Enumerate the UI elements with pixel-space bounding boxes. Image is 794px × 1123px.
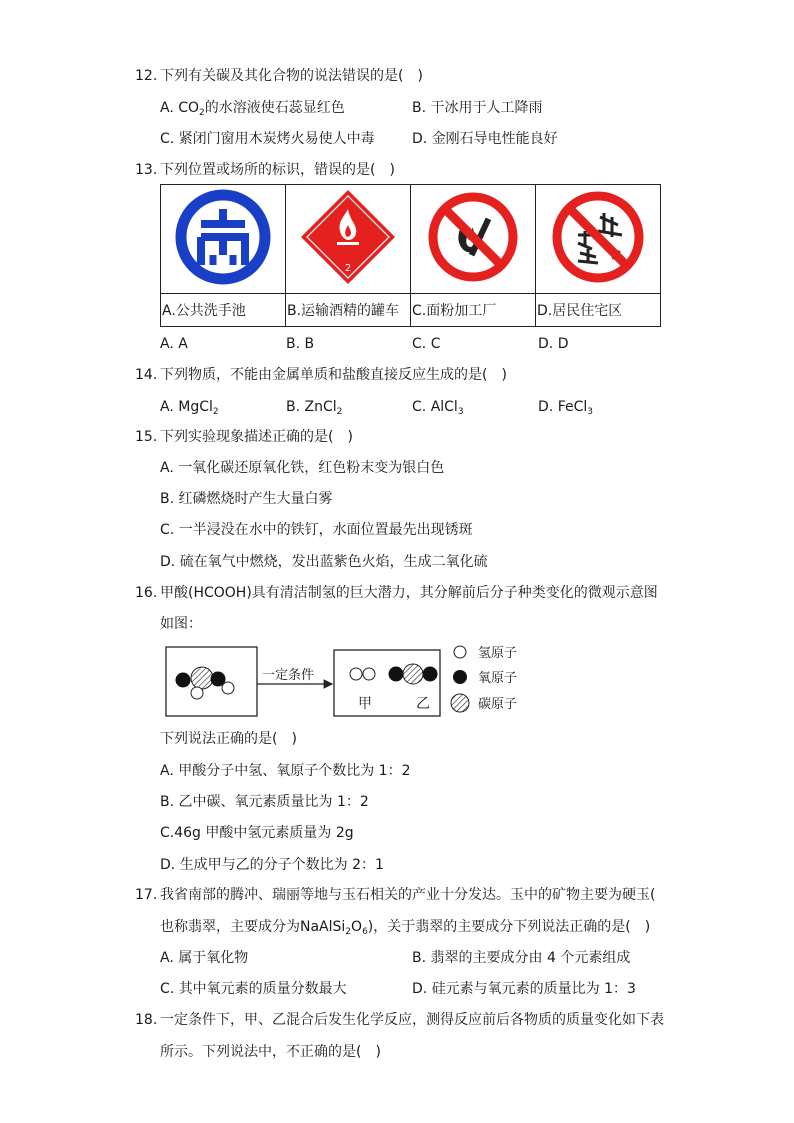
question-number: 17. — [135, 887, 158, 903]
sign-c-caption: C.面粉加工厂 — [411, 294, 536, 327]
legend-label: 碳原子 — [478, 697, 518, 712]
legend-label: 氢原子 — [478, 646, 518, 661]
flammable-liquid-icon — [298, 187, 398, 287]
question-number: 12. — [135, 68, 158, 84]
question-number: 14. — [135, 367, 158, 383]
option-d[interactable]: D. 硅元素与氧元素的质量比为 1：3 — [412, 981, 636, 997]
question-stem-continued: 所示。下列说法中，不正确的是( ) — [160, 1044, 381, 1060]
sign-a-caption: A.公共洗手池 — [161, 294, 286, 327]
sign-b-caption: B.运输酒精的罐车 — [286, 294, 411, 327]
sign-a-cell — [161, 185, 286, 294]
question-stem: 甲酸(HCOOH)具有清洁制氢的巨大潜力，其分解前后分子种类变化的微观示意图 — [160, 585, 658, 601]
option-a[interactable]: A. A — [160, 336, 188, 352]
option-b[interactable]: B. ZnCl$_2$ — [286, 399, 343, 417]
question-number: 15. — [135, 429, 158, 445]
option-d[interactable]: D. FeCl$_3$ — [538, 399, 593, 417]
question-number: 13. — [135, 162, 158, 178]
formic-acid-molecule — [176, 667, 235, 699]
question-stem: 下列位置或场所的标识，错误的是( ) — [160, 162, 395, 178]
oxygen-legend-icon — [453, 670, 467, 684]
hydrogen-molecule — [350, 668, 375, 680]
option-b[interactable]: B. 红磷燃烧时产生大量白雾 — [160, 491, 333, 507]
carbon-dioxide-molecule — [389, 664, 438, 684]
question-stem: 一定条件下，甲、乙混合后发生化学反应，测得反应前后各物质的质量变化如下表 — [160, 1012, 664, 1028]
option-a[interactable]: A. 一氧化碳还原氧化铁，红色粉末变为银白色 — [160, 460, 445, 476]
option-b[interactable]: B. 干冰用于人工降雨 — [412, 100, 543, 116]
no-fireworks-icon — [548, 187, 648, 287]
hydrogen-legend-icon — [454, 646, 466, 658]
option-c[interactable]: C. 其中氧元素的质量分数最大 — [160, 981, 347, 997]
question-sub-stem: 下列说法正确的是( ) — [160, 731, 297, 747]
sign-b-cell — [286, 185, 411, 294]
reaction-diagram — [160, 640, 530, 722]
sign-d-caption: D.居民住宅区 — [536, 294, 661, 327]
reaction-condition: 一定条件 — [262, 668, 315, 683]
option-c[interactable]: C. 紧闭门窗用木炭烤火易使人中毒 — [160, 131, 375, 147]
question-stem: 下列有关碳及其化合物的说法错误的是( ) — [160, 68, 423, 84]
option-a[interactable]: A. 甲酸分子中氢、氧原子个数比为 1：2 — [160, 763, 411, 779]
option-c[interactable]: C. 一半浸没在水中的铁钉，水面位置最先出现锈斑 — [160, 522, 473, 538]
legend-label: 氧原子 — [478, 671, 518, 686]
option-a[interactable]: A. MgCl$_2$ — [160, 399, 219, 417]
question-stem-continued: 也称翡翠，主要成分为$NaAlSi_2O_6$)，关于翡翠的主要成分下列说法正确的是( ) — [160, 919, 651, 937]
option-b[interactable]: B. 翡翠的主要成分由 4 个元素组成 — [412, 950, 631, 966]
water-saving-icon — [173, 187, 273, 287]
legend — [451, 646, 517, 712]
option-a[interactable]: A. 属于氧化物 — [160, 950, 249, 966]
option-d[interactable]: D. 生成甲与乙的分子个数比为 2：1 — [160, 857, 384, 873]
option-a[interactable]: A. $CO_2$的水溶液使石蕊显红色 — [160, 100, 345, 118]
question-stem: 我省南部的腾冲、瑞丽等地与玉石相关的产业十分发达。玉中的矿物主要为硬玉( — [160, 887, 656, 903]
option-b[interactable]: B. 乙中碳、氧元素质量比为 1：2 — [160, 794, 369, 810]
product-label-jia: 甲 — [358, 696, 372, 712]
question-stem-continued: 如图： — [160, 616, 202, 632]
sign-d-cell — [536, 185, 661, 294]
product-label-yi: 乙 — [416, 696, 430, 712]
signs-table — [160, 184, 661, 327]
question-number: 18. — [135, 1012, 158, 1028]
question-number: 16. — [135, 585, 158, 601]
sign-c-cell — [411, 185, 536, 294]
option-b[interactable]: B. B — [286, 336, 315, 352]
question-stem: 下列实验现象描述正确的是( ) — [160, 429, 353, 445]
option-c[interactable]: C.46g 甲酸中氢元素质量为 2g — [160, 825, 354, 841]
option-c[interactable]: C. C — [412, 336, 441, 352]
option-d[interactable]: D. 金刚石导电性能良好 — [412, 131, 558, 147]
no-open-flame-icon — [423, 187, 523, 287]
hazard-class-number: 2 — [344, 263, 352, 274]
option-c[interactable]: C. AlCl$_3$ — [412, 399, 464, 417]
option-d[interactable]: D. D — [538, 336, 569, 352]
question-stem: 下列物质，不能由金属单质和盐酸直接反应生成的是( ) — [160, 367, 507, 383]
carbon-legend-icon — [451, 694, 469, 712]
option-d[interactable]: D. 硫在氧气中燃烧，发出蓝紫色火焰，生成二氧化硫 — [160, 554, 488, 570]
